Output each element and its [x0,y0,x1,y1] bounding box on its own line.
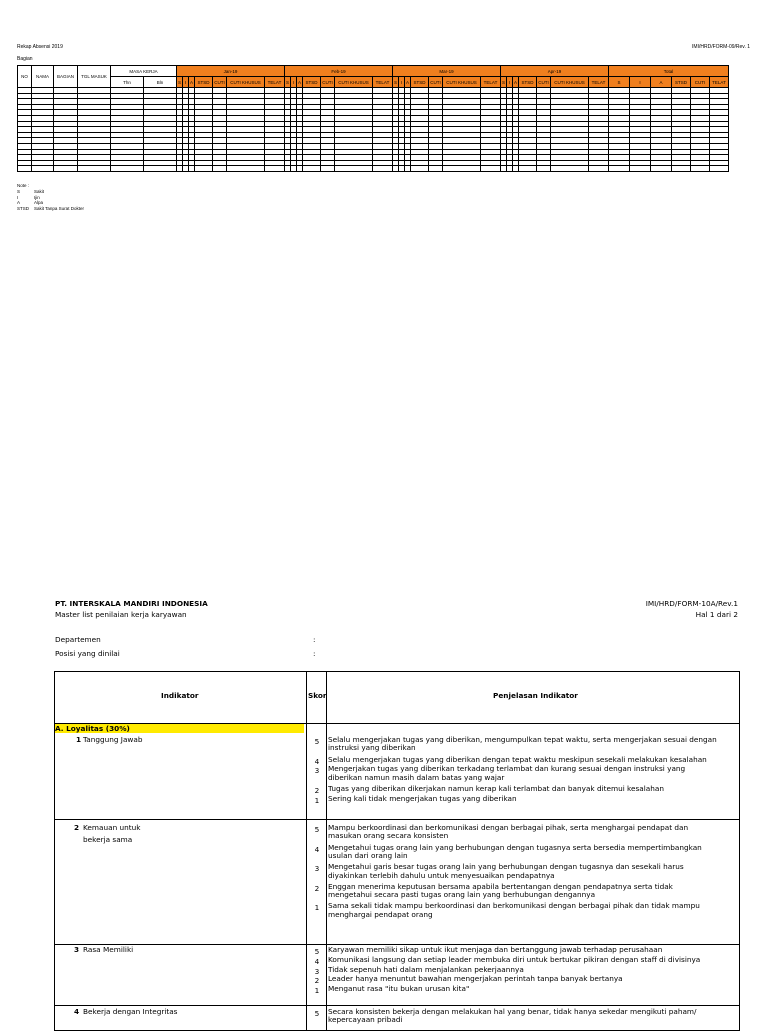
indicator-name: Tanggung Jawab [83,735,143,744]
month-header-3: Mar-19 [393,66,501,77]
attendance-cell [519,166,537,172]
indicator-score: 5 [314,947,320,956]
indicator-score: 1 [314,903,320,913]
total-subheader: CUTI [691,77,710,88]
indicator-score: 1 [314,986,320,996]
attendance-cell [111,166,144,172]
note-value: Sakit Tanpa Surat Dokter [34,206,84,212]
month-subheader: S [501,77,507,88]
note-key: STSD [17,206,30,212]
attendance-cell [691,166,710,172]
performance-review-sheet [0,580,768,1024]
col-header-bagian: BAGIAN [54,66,78,88]
month-subheader: TELAT [373,77,393,88]
indicator-description: Mengerjakan tugas yang diberikan terkadang terlambat dan kurang sesuai dengan instruksi yang [328,764,686,774]
month-subheader: A [405,77,411,88]
col-header-no: NO [18,66,32,88]
indicator-score: 4 [314,956,320,966]
month-subheader: STSD [195,77,213,88]
attendance-cell [481,166,501,172]
month-subheader: I [399,77,405,88]
indicator-description: Leader hanya menuntut bawahan mengerjakan perintah tanpa banyak bertanya [328,974,623,984]
field-posisi-colon: : [313,649,316,658]
attendance-recap-sheet [0,0,768,230]
indicator-score: 2 [314,786,320,795]
indicator-description: Tidak sepenuh hati dalam menjalankan pekerjaannya [328,964,524,974]
attendance-cell [335,166,373,172]
header-penjelasan: Penjelasan Indikator [493,691,578,700]
table-divider [55,819,739,820]
notes-title: Note : [17,183,30,188]
indicator-score: 3 [314,966,320,976]
indicator-description: diberikan namun masih dalam batas yang wajar [328,772,505,782]
month-subheader: CUTI KHUSUS [443,77,481,88]
indicator-description: Mengetahui garis besar tugas orang lain yang berhubungan dengan tugasnya dan sesekali harus [328,862,684,872]
month-subheader: TELAT [589,77,609,88]
company-name: PT. INTERSKALA MANDIRI INDONESIA [55,599,208,608]
indicator-score: 4 [314,756,320,766]
total-subheader: S [609,77,630,88]
month-subheader: CUTI [213,77,227,88]
field-departemen-colon: : [313,635,316,644]
note-value: Sakit [34,188,45,194]
attendance-cell [710,166,729,172]
month-header-1: Jan-19 [177,66,285,77]
indicator-description: Sama sekali tidak mampu berkoordinasi dan berkomunikasi dengan berbagai pihak dan tidak mampu [328,901,700,911]
field-posisi: Posisi yang dinilai [55,649,120,658]
indicator-description: Selalu mengerjakan tugas yang diberikan, mengumpulkan tepat waktu, serta mengerjakan sesuai dengan [328,735,717,744]
month-subheader: CUTI KHUSUS [335,77,373,88]
total-subheader: STSD [672,77,691,88]
page-number: Hal 1 dari 2 [695,610,738,619]
month-subheader: CUTI KHUSUS [551,77,589,88]
total-subheader: A [651,77,672,88]
recap-title: Rekap Absensi 2019 [17,44,63,50]
header-skor: Skor [308,691,327,700]
indicator-description: kepercayaan pribadi [328,1015,403,1025]
total-header: Total [609,66,729,77]
indicator-score: 5 [314,737,320,746]
col-header-thn: Thn [111,77,144,88]
attendance-cell [78,166,111,172]
indicator-description: Komunikasi langsung dan setiap leader membuka diri untuk bertukar pikiran dengan staff di divisinya [328,954,701,964]
month-subheader: S [393,77,399,88]
indicator-score: 4 [314,844,320,854]
indicator-description: usulan dari orang lain [328,850,408,860]
month-subheader: CUTI [429,77,443,88]
month-subheader: A [189,77,195,88]
review-form-number: IMI/HRD/FORM-10A/Rev.1 [645,599,738,608]
note-value: Alpa [34,200,44,206]
month-header-4: Apr-19 [501,66,609,77]
note-row [17,206,84,212]
notes-block [17,183,84,212]
month-subheader: S [285,77,291,88]
indicator-name-line2: bekerja sama [83,834,133,844]
attendance-cell [144,166,177,172]
note-key: S [17,188,21,194]
attendance-cell [589,166,609,172]
indicator-score: 1 [314,795,320,805]
month-subheader: STSD [519,77,537,88]
indicator-description: instruksi yang diberikan [328,743,416,753]
attendance-cell [672,166,691,172]
indicator-score: 5 [314,825,320,834]
attendance-cell [213,166,227,172]
indicator-number: 1 [76,735,82,744]
note-key: A [17,200,21,206]
table-divider [306,672,307,1030]
indicator-number: 2 [74,823,80,832]
indicator-description: Selalu mengerjakan tugas yang diberikan dengan tepat waktu meskipun sesekali melakukan kesalahan [328,754,707,764]
indicator-description: Mengetahui tugas orang lain yang berhubungan dengan tugasnya serta bersedia mempertimbangkan [328,842,702,852]
month-subheader: CUTI KHUSUS [227,77,265,88]
total-subheader: TELAT [710,77,729,88]
attendance-table [17,65,729,172]
table-divider [55,1005,739,1006]
month-subheader: S [177,77,183,88]
indicator-name: Bekerja dengan Integritas [83,1007,178,1016]
attendance-cell [651,166,672,172]
month-subheader: TELAT [481,77,501,88]
indicator-score: 3 [314,766,320,776]
attendance-cell [551,166,589,172]
header-indikator: Indikator [161,691,199,700]
indicator-number: 4 [74,1007,80,1016]
attendance-cell [303,166,321,172]
attendance-cell [630,166,651,172]
indicator-name: Rasa Memiliki [83,945,134,954]
col-header-masa-kerja: MASA KERJA [111,66,177,77]
indicator-description: mengetahui secara pasti tugas orang lain yang berhubungan dengannya [328,890,596,900]
section-loyalitas: A. Loyalitas (30%) [55,724,304,733]
col-header-nama: NAMA [32,66,54,88]
attendance-cell [54,166,78,172]
month-subheader: A [513,77,519,88]
table-divider [326,672,327,1030]
month-header-2: Feb-19 [285,66,393,77]
month-subheader: I [183,77,189,88]
indicator-score: 5 [314,1009,320,1018]
attendance-cell [443,166,481,172]
attendance-cell [373,166,393,172]
month-subheader: I [291,77,297,88]
note-value: Ijin [34,194,40,200]
note-key: I [17,194,19,200]
indicator-description: Karyawan memiliki sikap untuk ikut menjaga dan bertanggung jawab terhadap perusahaan [328,945,663,954]
col-header-bln: Bln [144,77,177,88]
indicator-description: Mampu berkoordinasi dan berkomunikasi dengan berbagai pihak, serta menghargai pendapat dan [328,823,689,832]
recap-form-number: IMI/HRD/FORM-09/Rev. 1 [692,44,750,50]
attendance-cell [32,166,54,172]
attendance-cell [195,166,213,172]
month-subheader: TELAT [265,77,285,88]
indicator-description: Enggan menerima keputusan bersama apabila bertentangan dengan pendapatnya serta tidak [328,881,673,891]
attendance-cell [411,166,429,172]
attendance-cell [265,166,285,172]
attendance-row [18,166,729,172]
indicator-description: Secara konsisten bekerja dengan melakukan hal yang benar, tidak hanya sekedar mengikuti paham/ [328,1007,697,1016]
sheet-subtitle: Master list penilaian kerja karyawan [55,610,187,619]
indicator-description: menghargai pendapat orang [328,909,433,919]
month-subheader: I [507,77,513,88]
month-subheader: CUTI [537,77,551,88]
attendance-cell [537,166,551,172]
indicator-number: 3 [74,945,80,954]
month-subheader: CUTI [321,77,335,88]
indicator-description: Sering kali tidak mengerjakan tugas yang diberikan [328,793,517,803]
total-subheader: I [630,77,651,88]
attendance-cell [609,166,630,172]
field-departemen: Departemen [55,635,101,644]
col-header-tgl-masuk: TGL MASUK [78,66,111,88]
attendance-cell [18,166,32,172]
indicator-score: 3 [314,864,320,874]
recap-section-label: Bagian [17,56,33,62]
attendance-cell [227,166,265,172]
attendance-cell [429,166,443,172]
attendance-cell [321,166,335,172]
indicator-name: Kemauan untuk [83,823,141,832]
indicator-description: diyakinkan terlebih dahulu untuk menyesuaikan pendapatnya [328,870,555,880]
month-subheader: A [297,77,303,88]
indicator-score: 2 [314,976,320,986]
month-subheader: STSD [411,77,429,88]
month-subheader: STSD [303,77,321,88]
indicator-score: 2 [314,883,320,893]
indicator-description: masukan orang secara konsisten [328,831,449,841]
indicator-description: Tugas yang diberikan dikerjakan namun kerap kali terlambat dan banyak ditemui kesalahan [328,784,664,793]
indicator-description: Menganut rasa "itu bukan urusan kita" [328,984,470,994]
